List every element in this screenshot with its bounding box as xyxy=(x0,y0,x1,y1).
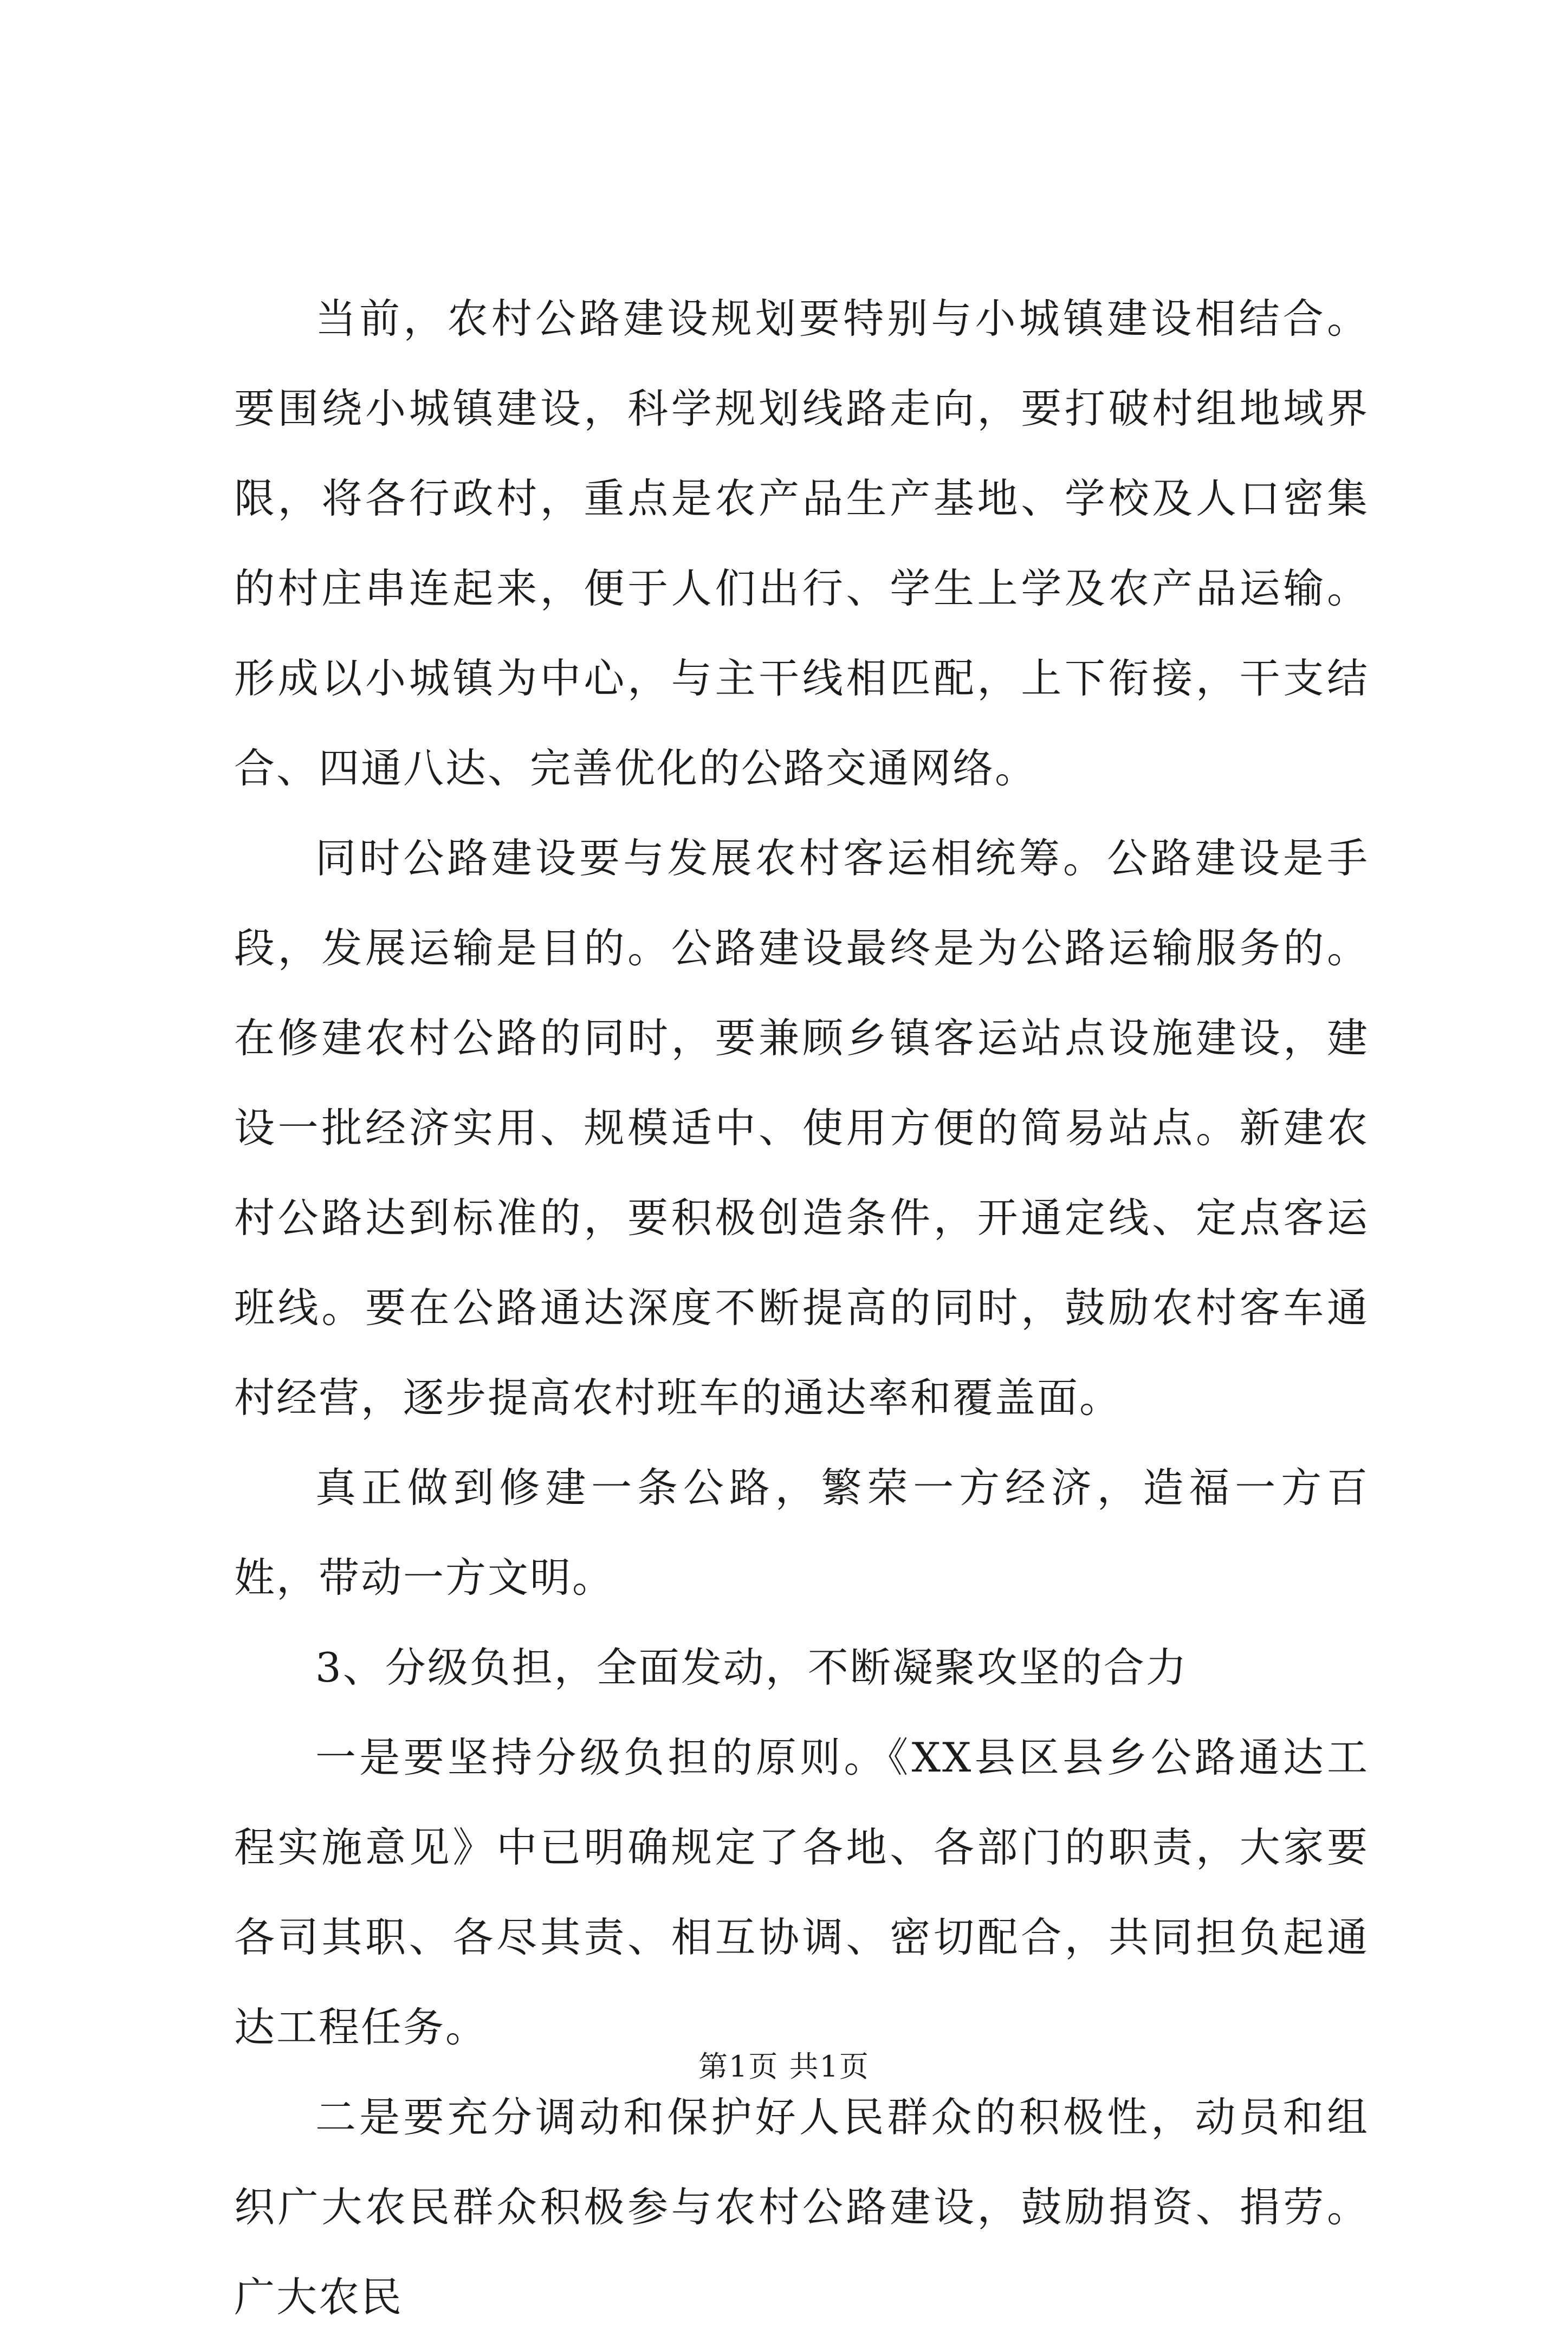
page-footer: 第1页 共1页 xyxy=(698,2049,870,2084)
section-heading-3: 3、分级负担，全面发动，不断凝聚攻坚的合力 xyxy=(315,1644,1188,1691)
paragraph-principle-two: 二是要充分调动和保护好人民群众的积极性，动员和组织广大农民群众积极参与农村公路建设，鼓励捐资、捐劳。广大农民 xyxy=(234,2093,1369,2321)
document-body xyxy=(234,274,1369,2342)
paragraph-principle-one: 一是要坚持分级负担的原则。《XX县区县乡公路通达工程实施意见》中已明确规定了各地、各部门的职责，大家要各司其职、各尽其责、相互协调、密切配合，共同担负起通达工程任务。 xyxy=(234,1734,1369,2051)
paragraph-road-and-transport: 同时公路建设要与发展农村客运相统筹。公路建设是手段，发展运输是目的。公路建设最终是为公路运输服务的。在修建农村公路的同时，要兼顾乡镇客运站点设施建设，建设一批经济实用、规模适中、使用方便的简易站点。新建农村公路达到标准的，要积极创造条件，开通定线、定点客运班线。要在公路通达深度不断提高的同时，鼓励农村客车通村经营，逐步提高农村班车的通达率和覆盖面。 xyxy=(234,834,1369,1422)
paragraph-rural-road-planning: 当前，农村公路建设规划要特别与小城镇建设相结合。要围绕小城镇建设，科学规划线路走向，要打破村组地域界限，将各行政村，重点是农产品生产基地、学校及人口密集的村庄串连起来，便于人们出行、学生上学及农产品运输。形成以小城镇为中心，与主干线相匹配，上下衔接，干支结合、四通八达、完善优化的公路交通网络。 xyxy=(234,295,1369,792)
paragraph-build-one-road: 真正做到修建一条公路，繁荣一方经济，造福一方百姓，带动一方文明。 xyxy=(234,1464,1369,1601)
